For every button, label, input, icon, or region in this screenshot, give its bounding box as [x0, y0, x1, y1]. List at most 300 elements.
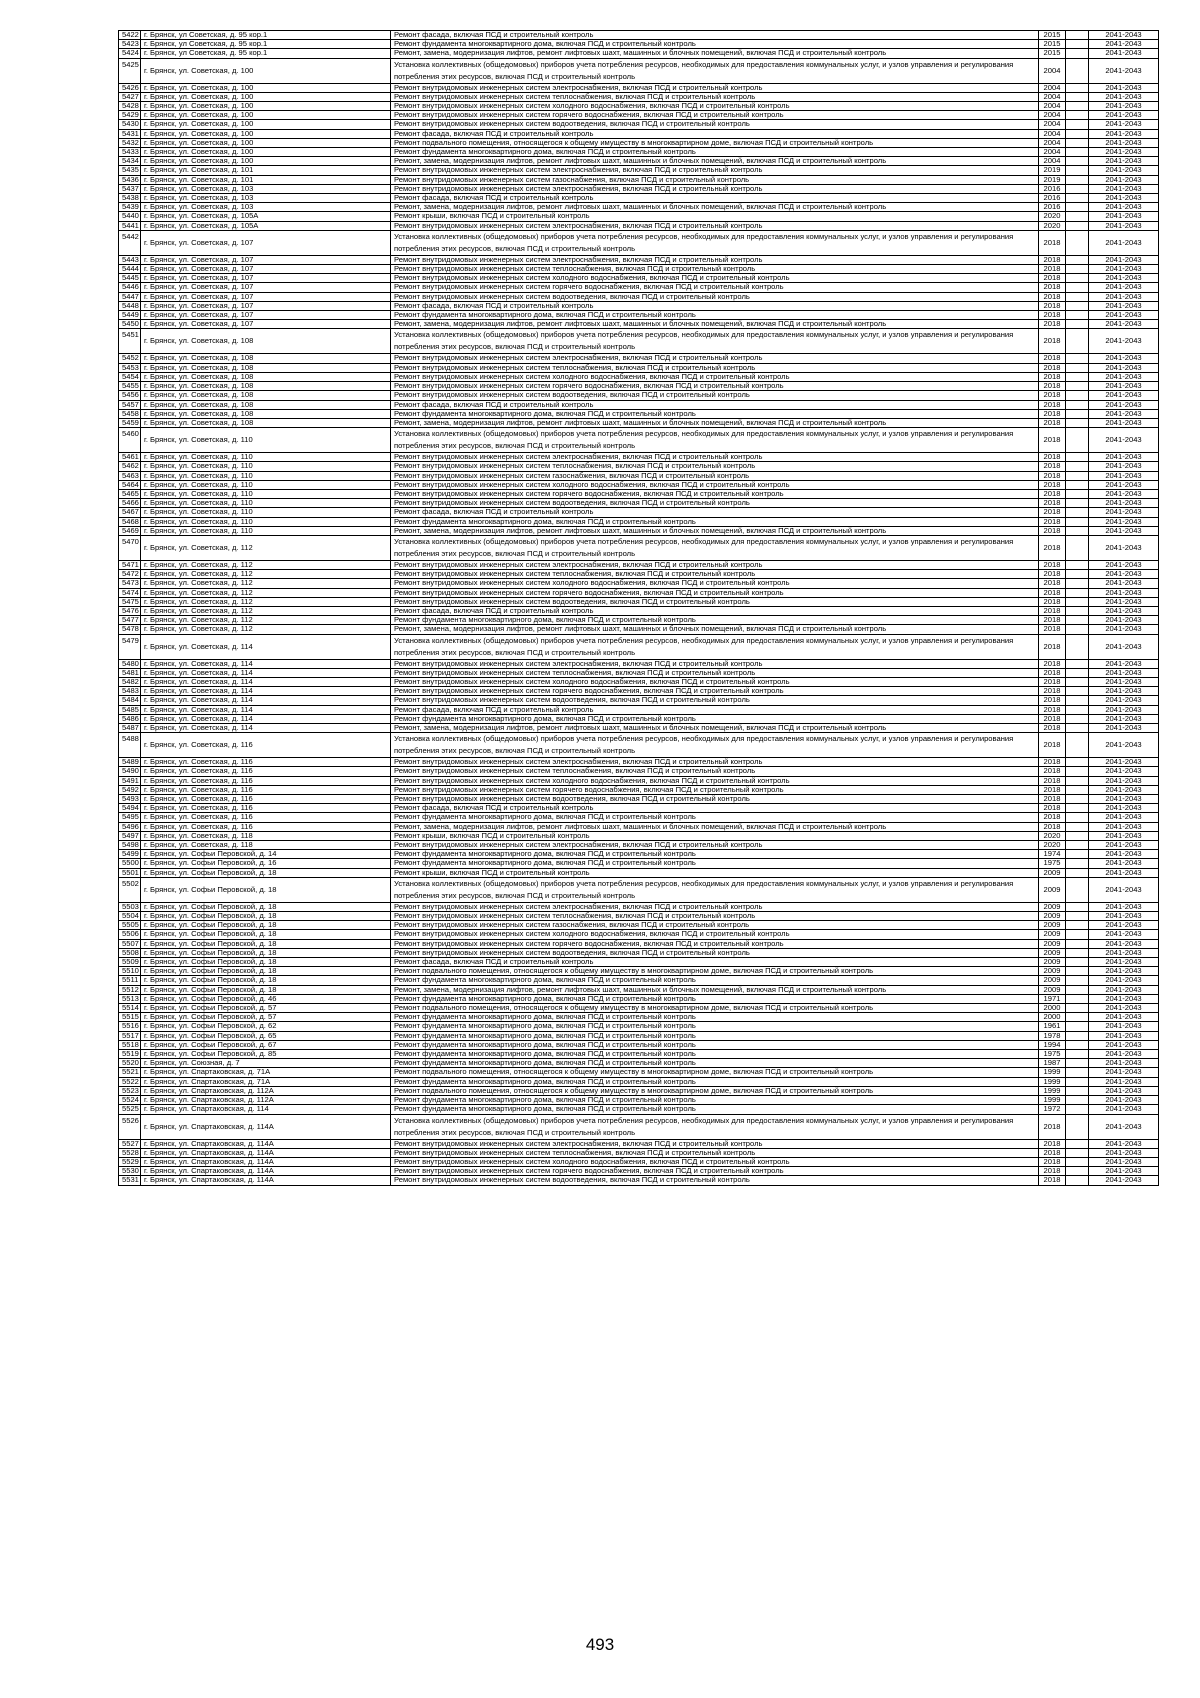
period-cell: 2041-2043 — [1089, 1022, 1159, 1031]
period-cell: 2041-2043 — [1089, 92, 1159, 101]
work-type-cell: Ремонт, замена, модернизация лифтов, ремонт лифтовых шахт, машинных и блочных помещений, включая ПСД и строительный контроль — [391, 526, 1039, 535]
row-number-cell: 5476 — [119, 606, 141, 615]
work-type-cell: Ремонт внутридомовых инженерных систем электроснабжения, включая ПСД и строительный контроль — [391, 166, 1039, 175]
address-cell: г. Брянск, ул. Спартаковская, д. 71А — [141, 1068, 391, 1077]
period-cell: 2041-2043 — [1089, 453, 1159, 462]
year-cell: 2009 — [1039, 958, 1066, 967]
table-row — [119, 850, 1159, 859]
period-cell: 2041-2043 — [1089, 560, 1159, 569]
empty-cell-cell — [1066, 111, 1089, 120]
year-cell: 2018 — [1039, 255, 1066, 264]
work-type-cell: Ремонт фундамента многоквартирного дома, включая ПСД и строительный контроль — [391, 1105, 1039, 1114]
empty-cell-cell — [1066, 785, 1089, 794]
table-row — [119, 535, 1159, 560]
address-cell: г. Брянск, ул. Софьи Перовской, д. 18 — [141, 958, 391, 967]
work-type-cell: Ремонт крыши, включая ПСД и строительный контроль — [391, 831, 1039, 840]
empty-cell-cell — [1066, 588, 1089, 597]
row-number-cell: 5430 — [119, 120, 141, 129]
row-number-cell: 5460 — [119, 428, 141, 453]
work-type-cell: Ремонт подвального помещения, относящегося к общему имуществу в многоквартирном доме, включая ПСД и строительный контроль — [391, 138, 1039, 147]
row-number-cell: 5494 — [119, 804, 141, 813]
empty-cell-cell — [1066, 958, 1089, 967]
period-cell: 2041-2043 — [1089, 120, 1159, 129]
address-cell: г. Брянск, ул. Советская, д. 116 — [141, 758, 391, 767]
table-row — [119, 83, 1159, 92]
work-type-cell: Ремонт, замена, модернизация лифтов, ремонт лифтовых шахт, машинных и блочных помещений, включая ПСД и строительный контроль — [391, 203, 1039, 212]
address-cell: г. Брянск, ул Советская, д. 95 кор.1 — [141, 49, 391, 58]
work-type-cell: Ремонт внутридомовых инженерных систем водоотведения, включая ПСД и строительный контроль — [391, 597, 1039, 606]
row-number-cell: 5444 — [119, 265, 141, 274]
address-cell: г. Брянск, ул. Советская, д. 100 — [141, 148, 391, 157]
address-cell: г. Брянск, ул. Софьи Перовской, д. 18 — [141, 985, 391, 994]
table-row — [119, 967, 1159, 976]
period-cell: 2041-2043 — [1089, 400, 1159, 409]
address-cell: г. Брянск, ул. Советская, д. 114 — [141, 696, 391, 705]
empty-cell-cell — [1066, 382, 1089, 391]
address-cell: г. Брянск, ул. Советская, д. 114 — [141, 677, 391, 686]
period-cell: 2041-2043 — [1089, 1096, 1159, 1105]
year-cell: 2018 — [1039, 418, 1066, 427]
year-cell: 2018 — [1039, 659, 1066, 668]
table-row — [119, 1139, 1159, 1148]
period-cell: 2041-2043 — [1089, 265, 1159, 274]
row-number-cell: 5431 — [119, 129, 141, 138]
row-number-cell: 5448 — [119, 301, 141, 310]
address-cell: г. Брянск, ул. Советская, д. 112 — [141, 606, 391, 615]
period-cell: 2041-2043 — [1089, 301, 1159, 310]
table-row — [119, 480, 1159, 489]
table-row — [119, 841, 1159, 850]
period-cell: 2041-2043 — [1089, 822, 1159, 831]
period-cell: 2041-2043 — [1089, 31, 1159, 40]
row-number-cell: 5528 — [119, 1148, 141, 1157]
period-cell: 2041-2043 — [1089, 625, 1159, 634]
year-cell: 2016 — [1039, 203, 1066, 212]
address-cell: г. Брянск, ул. Советская, д. 100 — [141, 102, 391, 111]
year-cell: 2009 — [1039, 939, 1066, 948]
empty-cell-cell — [1066, 535, 1089, 560]
address-cell: г. Брянск, ул. Софьи Перовской, д. 18 — [141, 948, 391, 957]
address-cell: г. Брянск, ул Советская, д. 95 кор.1 — [141, 40, 391, 49]
period-cell: 2041-2043 — [1089, 606, 1159, 615]
address-cell: г. Брянск, ул. Советская, д. 116 — [141, 804, 391, 813]
empty-cell-cell — [1066, 480, 1089, 489]
period-cell: 2041-2043 — [1089, 49, 1159, 58]
period-cell: 2041-2043 — [1089, 354, 1159, 363]
address-cell: г. Брянск, ул. Советская, д. 116 — [141, 822, 391, 831]
row-number-cell: 5422 — [119, 31, 141, 40]
row-number-cell: 5452 — [119, 354, 141, 363]
empty-cell-cell — [1066, 517, 1089, 526]
work-type-cell: Ремонт внутридомовых инженерных систем холодного водоснабжения, включая ПСД и строительный контроль — [391, 274, 1039, 283]
row-number-cell: 5508 — [119, 948, 141, 957]
year-cell: 2004 — [1039, 102, 1066, 111]
table-row — [119, 221, 1159, 230]
address-cell: г. Брянск, ул. Спартаковская, д. 114А — [141, 1157, 391, 1166]
address-cell: г. Брянск, ул. Советская, д. 103 — [141, 194, 391, 203]
period-cell: 2041-2043 — [1089, 148, 1159, 157]
row-number-cell: 5423 — [119, 40, 141, 49]
row-number-cell: 5466 — [119, 499, 141, 508]
work-type-cell: Ремонт внутридомовых инженерных систем водоотведения, включая ПСД и строительный контроль — [391, 1176, 1039, 1185]
works-table — [118, 30, 1159, 1186]
row-number-cell: 5428 — [119, 102, 141, 111]
address-cell: г. Брянск, ул. Советская, д. 112 — [141, 616, 391, 625]
address-cell: г. Брянск, ул. Советская, д. 114 — [141, 723, 391, 732]
table-row — [119, 912, 1159, 921]
empty-cell-cell — [1066, 363, 1089, 372]
period-cell: 2041-2043 — [1089, 841, 1159, 850]
address-cell: г. Брянск, ул. Спартаковская, д. 114А — [141, 1114, 391, 1139]
period-cell: 2041-2043 — [1089, 921, 1159, 930]
row-number-cell: 5530 — [119, 1167, 141, 1176]
address-cell: г. Брянск, ул. Советская, д. 114 — [141, 714, 391, 723]
row-number-cell: 5454 — [119, 372, 141, 381]
period-cell: 2041-2043 — [1089, 795, 1159, 804]
address-cell: г. Брянск, ул. Советская, д. 101 — [141, 175, 391, 184]
table-row — [119, 659, 1159, 668]
address-cell: г. Брянск, ул. Советская, д. 110 — [141, 471, 391, 480]
year-cell: 2018 — [1039, 372, 1066, 381]
year-cell: 1974 — [1039, 850, 1066, 859]
empty-cell-cell — [1066, 499, 1089, 508]
work-type-cell: Ремонт внутридомовых инженерных систем холодного водоснабжения, включая ПСД и строительный контроль — [391, 1157, 1039, 1166]
table-row — [119, 166, 1159, 175]
work-type-cell: Ремонт, замена, модернизация лифтов, ремонт лифтовых шахт, машинных и блочных помещений, включая ПСД и строительный контроль — [391, 625, 1039, 634]
work-type-cell: Ремонт внутридомовых инженерных систем горячего водоснабжения, включая ПСД и строительный контроль — [391, 1167, 1039, 1176]
period-cell: 2041-2043 — [1089, 409, 1159, 418]
period-cell: 2041-2043 — [1089, 391, 1159, 400]
table-row — [119, 489, 1159, 498]
address-cell: г. Брянск, ул. Советская, д. 101 — [141, 166, 391, 175]
year-cell: 2020 — [1039, 841, 1066, 850]
year-cell: 2004 — [1039, 157, 1066, 166]
work-type-cell: Ремонт внутридомовых инженерных систем электроснабжения, включая ПСД и строительный контроль — [391, 560, 1039, 569]
empty-cell-cell — [1066, 1059, 1089, 1068]
period-cell: 2041-2043 — [1089, 912, 1159, 921]
work-type-cell: Ремонт подвального помещения, относящегося к общему имуществу в многоквартирном доме, включая ПСД и строительный контроль — [391, 967, 1039, 976]
empty-cell-cell — [1066, 850, 1089, 859]
year-cell: 2018 — [1039, 597, 1066, 606]
year-cell: 2009 — [1039, 902, 1066, 911]
empty-cell-cell — [1066, 157, 1089, 166]
work-type-cell: Ремонт фундамента многоквартирного дома, включая ПСД и строительный контроль — [391, 311, 1039, 320]
year-cell: 2009 — [1039, 868, 1066, 877]
table-row — [119, 354, 1159, 363]
work-type-cell: Ремонт внутридомовых инженерных систем электроснабжения, включая ПСД и строительный контроль — [391, 659, 1039, 668]
row-number-cell: 5495 — [119, 813, 141, 822]
address-cell: г. Брянск, ул. Советская, д. 108 — [141, 400, 391, 409]
table-row — [119, 517, 1159, 526]
address-cell: г. Брянск, ул. Софьи Перовской, д. 18 — [141, 921, 391, 930]
work-type-cell: Установка коллективных (общедомовых) приборов учета потребления ресурсов, необходимых для предоставления коммунальных услуг, и узлов управления и регулирования потребления этих ресурсов, включая ПСД и строительный контроль — [391, 329, 1039, 354]
year-cell: 2018 — [1039, 462, 1066, 471]
year-cell: 2009 — [1039, 967, 1066, 976]
empty-cell-cell — [1066, 230, 1089, 255]
period-cell: 2041-2043 — [1089, 570, 1159, 579]
year-cell: 2018 — [1039, 1139, 1066, 1148]
address-cell: г. Брянск, ул. Софьи Перовской, д. 18 — [141, 902, 391, 911]
row-number-cell: 5435 — [119, 166, 141, 175]
work-type-cell: Ремонт фундамента многоквартирного дома, включая ПСД и строительный контроль — [391, 409, 1039, 418]
period-cell: 2041-2043 — [1089, 382, 1159, 391]
address-cell: г. Брянск, ул. Советская, д. 108 — [141, 329, 391, 354]
row-number-cell: 5516 — [119, 1022, 141, 1031]
row-number-cell: 5512 — [119, 985, 141, 994]
period-cell: 2041-2043 — [1089, 111, 1159, 120]
year-cell: 1972 — [1039, 1105, 1066, 1114]
work-type-cell: Ремонт внутридомовых инженерных систем электроснабжения, включая ПСД и строительный контроль — [391, 184, 1039, 193]
year-cell: 2015 — [1039, 49, 1066, 58]
address-cell: г. Брянск, ул. Советская, д. 108 — [141, 418, 391, 427]
table-row — [119, 292, 1159, 301]
row-number-cell: 5506 — [119, 930, 141, 939]
work-type-cell: Ремонт внутридомовых инженерных систем водоотведения, включая ПСД и строительный контроль — [391, 948, 1039, 957]
year-cell: 2018 — [1039, 677, 1066, 686]
row-number-cell: 5517 — [119, 1031, 141, 1040]
address-cell: г. Брянск, ул. Советская, д. 114 — [141, 659, 391, 668]
table-row — [119, 921, 1159, 930]
empty-cell-cell — [1066, 462, 1089, 471]
row-number-cell: 5469 — [119, 526, 141, 535]
year-cell: 2004 — [1039, 92, 1066, 101]
period-cell: 2041-2043 — [1089, 597, 1159, 606]
address-cell: г. Брянск, ул. Советская, д. 112 — [141, 588, 391, 597]
table-row — [119, 329, 1159, 354]
work-type-cell: Ремонт внутридомовых инженерных систем водоотведения, включая ПСД и строительный контроль — [391, 499, 1039, 508]
work-type-cell: Ремонт фасада, включая ПСД и строительный контроль — [391, 129, 1039, 138]
empty-cell-cell — [1066, 967, 1089, 976]
row-number-cell: 5524 — [119, 1096, 141, 1105]
year-cell: 2018 — [1039, 705, 1066, 714]
year-cell: 2018 — [1039, 274, 1066, 283]
period-cell: 2041-2043 — [1089, 1157, 1159, 1166]
empty-cell-cell — [1066, 83, 1089, 92]
empty-cell-cell — [1066, 994, 1089, 1003]
address-cell: г. Брянск, ул. Советская, д. 110 — [141, 428, 391, 453]
period-cell: 2041-2043 — [1089, 83, 1159, 92]
empty-cell-cell — [1066, 120, 1089, 129]
work-type-cell: Ремонт, замена, модернизация лифтов, ремонт лифтовых шахт, машинных и блочных помещений, включая ПСД и строительный контроль — [391, 822, 1039, 831]
period-cell: 2041-2043 — [1089, 58, 1159, 83]
work-type-cell: Ремонт внутридомовых инженерных систем водоотведения, включая ПСД и строительный контроль — [391, 120, 1039, 129]
work-type-cell: Ремонт внутридомовых инженерных систем электроснабжения, включая ПСД и строительный контроль — [391, 1139, 1039, 1148]
period-cell: 2041-2043 — [1089, 767, 1159, 776]
period-cell: 2041-2043 — [1089, 329, 1159, 354]
year-cell: 2018 — [1039, 1167, 1066, 1176]
work-type-cell: Ремонт внутридомовых инженерных систем холодного водоснабжения, включая ПСД и строительный контроль — [391, 579, 1039, 588]
work-type-cell: Ремонт внутридомовых инженерных систем водоотведения, включая ПСД и строительный контроль — [391, 391, 1039, 400]
period-cell: 2041-2043 — [1089, 813, 1159, 822]
period-cell: 2041-2043 — [1089, 714, 1159, 723]
row-number-cell: 5505 — [119, 921, 141, 930]
period-cell: 2041-2043 — [1089, 517, 1159, 526]
row-number-cell: 5500 — [119, 859, 141, 868]
row-number-cell: 5440 — [119, 212, 141, 221]
work-type-cell: Ремонт фасада, включая ПСД и строительный контроль — [391, 705, 1039, 714]
empty-cell-cell — [1066, 58, 1089, 83]
empty-cell-cell — [1066, 985, 1089, 994]
period-cell: 2041-2043 — [1089, 976, 1159, 985]
empty-cell-cell — [1066, 939, 1089, 948]
period-cell: 2041-2043 — [1089, 1139, 1159, 1148]
row-number-cell: 5501 — [119, 868, 141, 877]
period-cell: 2041-2043 — [1089, 102, 1159, 111]
address-cell: г. Брянск, ул. Спартаковская, д. 114 — [141, 1105, 391, 1114]
work-type-cell: Ремонт внутридомовых инженерных систем холодного водоснабжения, включая ПСД и строительный контроль — [391, 930, 1039, 939]
table-row — [119, 560, 1159, 569]
work-type-cell: Ремонт фасада, включая ПСД и строительный контроль — [391, 194, 1039, 203]
year-cell: 2018 — [1039, 616, 1066, 625]
address-cell: г. Брянск, ул. Советская, д. 116 — [141, 813, 391, 822]
work-type-cell: Ремонт внутридомовых инженерных систем горячего водоснабжения, включая ПСД и строительный контроль — [391, 588, 1039, 597]
empty-cell-cell — [1066, 1050, 1089, 1059]
period-cell: 2041-2043 — [1089, 1176, 1159, 1185]
empty-cell-cell — [1066, 813, 1089, 822]
empty-cell-cell — [1066, 1031, 1089, 1040]
address-cell: г. Брянск, ул. Софьи Перовской, д. 18 — [141, 939, 391, 948]
period-cell: 2041-2043 — [1089, 255, 1159, 264]
address-cell: г. Брянск, ул. Советская, д. 107 — [141, 283, 391, 292]
address-cell: г. Брянск, ул. Софьи Перовской, д. 18 — [141, 967, 391, 976]
work-type-cell: Ремонт фундамента многоквартирного дома, включая ПСД и строительный контроль — [391, 859, 1039, 868]
work-type-cell: Ремонт внутридомовых инженерных систем горячего водоснабжения, включая ПСД и строительный контроль — [391, 939, 1039, 948]
year-cell: 2018 — [1039, 785, 1066, 794]
period-cell: 2041-2043 — [1089, 696, 1159, 705]
address-cell: г. Брянск, ул. Советская, д. 100 — [141, 120, 391, 129]
year-cell: 1971 — [1039, 994, 1066, 1003]
work-type-cell: Ремонт фундамента многоквартирного дома, включая ПСД и строительный контроль — [391, 616, 1039, 625]
year-cell: 2018 — [1039, 804, 1066, 813]
table-row — [119, 274, 1159, 283]
period-cell: 2041-2043 — [1089, 588, 1159, 597]
empty-cell-cell — [1066, 948, 1089, 957]
row-number-cell: 5480 — [119, 659, 141, 668]
work-type-cell: Ремонт фасада, включая ПСД и строительный контроль — [391, 958, 1039, 967]
empty-cell-cell — [1066, 508, 1089, 517]
empty-cell-cell — [1066, 372, 1089, 381]
table-row — [119, 194, 1159, 203]
row-number-cell: 5519 — [119, 1050, 141, 1059]
work-type-cell: Ремонт фундамента многоквартирного дома, включая ПСД и строительный контроль — [391, 148, 1039, 157]
row-number-cell: 5446 — [119, 283, 141, 292]
empty-cell-cell — [1066, 283, 1089, 292]
table-row — [119, 758, 1159, 767]
address-cell: г. Брянск, ул. Советская, д. 108 — [141, 372, 391, 381]
empty-cell-cell — [1066, 203, 1089, 212]
empty-cell-cell — [1066, 1167, 1089, 1176]
table-row — [119, 184, 1159, 193]
year-cell: 2000 — [1039, 1004, 1066, 1013]
row-number-cell: 5438 — [119, 194, 141, 203]
table-row — [119, 687, 1159, 696]
row-number-cell: 5434 — [119, 157, 141, 166]
row-number-cell: 5424 — [119, 49, 141, 58]
year-cell: 2018 — [1039, 668, 1066, 677]
empty-cell-cell — [1066, 831, 1089, 840]
work-type-cell: Установка коллективных (общедомовых) приборов учета потребления ресурсов, необходимых для предоставления коммунальных услуг, и узлов управления и регулирования потребления этих ресурсов, включая ПСД и строительный контроль — [391, 58, 1039, 83]
empty-cell-cell — [1066, 625, 1089, 634]
table-row — [119, 311, 1159, 320]
empty-cell-cell — [1066, 102, 1089, 111]
work-type-cell: Ремонт фундамента многоквартирного дома, включая ПСД и строительный контроль — [391, 976, 1039, 985]
period-cell: 2041-2043 — [1089, 659, 1159, 668]
year-cell: 1999 — [1039, 1068, 1066, 1077]
table-row — [119, 958, 1159, 967]
work-type-cell: Ремонт внутридомовых инженерных систем газоснабжения, включая ПСД и строительный контроль — [391, 921, 1039, 930]
work-type-cell: Ремонт фундамента многоквартирного дома, включая ПСД и строительный контроль — [391, 714, 1039, 723]
work-type-cell: Ремонт внутридомовых инженерных систем теплоснабжения, включая ПСД и строительный контроль — [391, 570, 1039, 579]
empty-cell-cell — [1066, 194, 1089, 203]
period-cell: 2041-2043 — [1089, 994, 1159, 1003]
row-number-cell: 5463 — [119, 471, 141, 480]
address-cell: г. Брянск, ул. Советская, д. 118 — [141, 831, 391, 840]
year-cell: 2018 — [1039, 265, 1066, 274]
table-row — [119, 138, 1159, 147]
table-row — [119, 120, 1159, 129]
table-row — [119, 320, 1159, 329]
address-cell: г. Брянск, ул. Советская, д. 112 — [141, 570, 391, 579]
row-number-cell: 5490 — [119, 767, 141, 776]
address-cell: г. Брянск, ул. Советская, д. 112 — [141, 579, 391, 588]
table-row — [119, 471, 1159, 480]
address-cell: г. Брянск, ул. Советская, д. 110 — [141, 508, 391, 517]
empty-cell-cell — [1066, 311, 1089, 320]
address-cell: г. Брянск, ул. Советская, д. 112 — [141, 625, 391, 634]
table-row — [119, 776, 1159, 785]
page-number: 493 — [585, 1635, 615, 1654]
work-type-cell: Ремонт внутридомовых инженерных систем теплоснабжения, включая ПСД и строительный контроль — [391, 1148, 1039, 1157]
empty-cell-cell — [1066, 320, 1089, 329]
address-cell: г. Брянск, ул. Советская, д. 105А — [141, 212, 391, 221]
period-cell: 2041-2043 — [1089, 194, 1159, 203]
work-type-cell: Ремонт внутридомовых инженерных систем электроснабжения, включая ПСД и строительный контроль — [391, 255, 1039, 264]
work-type-cell: Ремонт внутридомовых инженерных систем теплоснабжения, включая ПСД и строительный контроль — [391, 462, 1039, 471]
period-cell: 2041-2043 — [1089, 785, 1159, 794]
address-cell: г. Брянск, ул. Советская, д. 114 — [141, 668, 391, 677]
year-cell: 2018 — [1039, 588, 1066, 597]
row-number-cell: 5483 — [119, 687, 141, 696]
table-row — [119, 902, 1159, 911]
work-type-cell: Ремонт крыши, включая ПСД и строительный контроль — [391, 868, 1039, 877]
work-type-cell: Ремонт подвального помещения, относящегося к общему имуществу в многоквартирном доме, включая ПСД и строительный контроль — [391, 1004, 1039, 1013]
row-number-cell: 5459 — [119, 418, 141, 427]
address-cell: г. Брянск, ул. Спартаковская, д. 112А — [141, 1086, 391, 1095]
period-cell: 2041-2043 — [1089, 868, 1159, 877]
row-number-cell: 5478 — [119, 625, 141, 634]
table-row — [119, 804, 1159, 813]
year-cell: 1975 — [1039, 859, 1066, 868]
empty-cell-cell — [1066, 212, 1089, 221]
empty-cell-cell — [1066, 221, 1089, 230]
empty-cell-cell — [1066, 733, 1089, 758]
row-number-cell: 5511 — [119, 976, 141, 985]
work-type-cell: Ремонт фасада, включая ПСД и строительный контроль — [391, 508, 1039, 517]
work-type-cell: Ремонт фундамента многоквартирного дома, включая ПСД и строительный контроль — [391, 1013, 1039, 1022]
work-type-cell: Ремонт фундамента многоквартирного дома, включая ПСД и строительный контроль — [391, 40, 1039, 49]
table-row — [119, 148, 1159, 157]
row-number-cell: 5493 — [119, 795, 141, 804]
row-number-cell: 5523 — [119, 1086, 141, 1095]
period-cell: 2041-2043 — [1089, 283, 1159, 292]
row-number-cell: 5487 — [119, 723, 141, 732]
row-number-cell: 5498 — [119, 841, 141, 850]
period-cell: 2041-2043 — [1089, 1105, 1159, 1114]
period-cell: 2041-2043 — [1089, 175, 1159, 184]
year-cell: 2018 — [1039, 428, 1066, 453]
row-number-cell: 5484 — [119, 696, 141, 705]
address-cell: г. Брянск, ул. Спартаковская, д. 114А — [141, 1167, 391, 1176]
